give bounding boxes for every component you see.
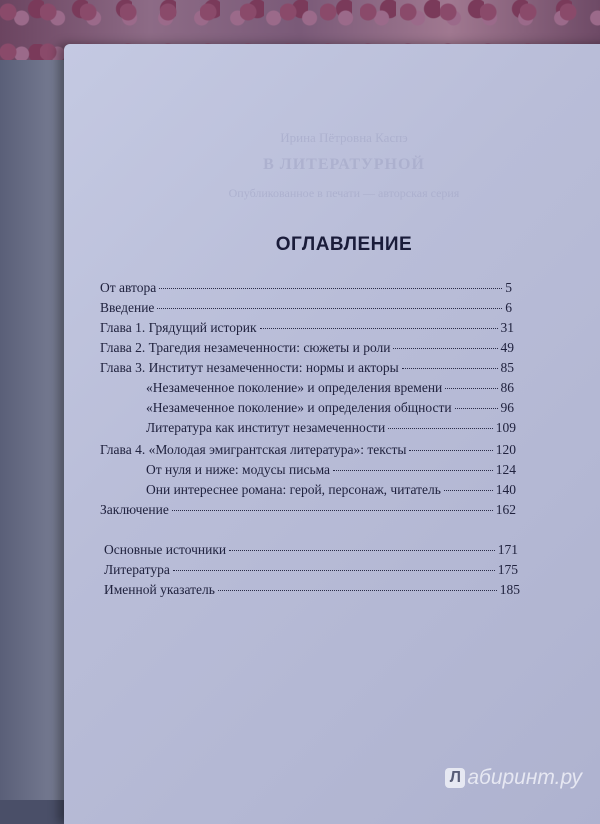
toc-leader-dots: [218, 578, 497, 591]
toc-entry-title: «Незамеченное поколение» и определения общности: [146, 400, 452, 415]
toc-page-number: 85: [500, 360, 514, 375]
toc-entry: [100, 279, 512, 297]
toc-entry-title: Заключение: [100, 502, 169, 517]
toc-page-number: 6: [505, 300, 512, 315]
toc-entry-title: Введение: [100, 300, 155, 315]
toc-leader-dots: [173, 558, 495, 571]
toc-leader-dots: [445, 376, 497, 389]
toc-page-number: 96: [500, 400, 514, 415]
toc-page-number: 49: [500, 340, 514, 355]
toc-leader-dots: [393, 336, 497, 349]
toc-entry-title: Литература как институт незамеченности: [146, 420, 386, 435]
toc-entry-title: Глава 3. Институт незамеченности: нормы и акторы: [100, 360, 399, 375]
toc-entry: [100, 299, 512, 317]
toc-entry-title: Глава 4. «Молодая эмигрантская литература»: тексты: [100, 442, 407, 457]
toc-page-number: 185: [499, 582, 520, 597]
toc-entry-title: Литература: [104, 562, 170, 577]
toc-entry: [100, 359, 514, 377]
toc-entry: [146, 399, 514, 417]
toc-leader-dots: [333, 458, 493, 471]
labirint-watermark: [445, 766, 582, 790]
toc-leader-dots: [159, 276, 502, 289]
toc-leader-dots: [409, 438, 492, 451]
toc-leader-dots: [157, 296, 502, 309]
bleed-through-title: В ЛИТЕРАТУРНОЙ: [263, 156, 425, 173]
toc-leader-dots: [455, 396, 498, 409]
toc-entry-title: Глава 2. Трагедия незамеченности: сюжеты и роли: [100, 340, 391, 355]
toc-entry: [146, 461, 516, 479]
toc-page-number: 5: [505, 280, 512, 295]
toc-leader-dots: [444, 478, 493, 491]
toc-entry-title: От автора: [100, 280, 157, 295]
toc-page-number: 171: [497, 542, 518, 557]
toc-leader-dots: [172, 498, 493, 511]
toc-page-number: 31: [500, 320, 514, 335]
toc-entry-title: «Незамеченное поколение» и определения времени: [146, 380, 443, 395]
toc-entry: [100, 339, 514, 357]
toc-entry: [100, 319, 514, 337]
toc-leader-dots: [229, 538, 495, 551]
toc-page-number: 109: [495, 420, 516, 435]
toc-entry-title: От нуля и ниже: модусы письма: [146, 462, 331, 477]
toc-entry: [100, 501, 516, 519]
toc-page-number: 86: [500, 380, 514, 395]
toc-entry-title: Именной указатель: [104, 582, 215, 597]
toc-page-number: 124: [495, 462, 516, 477]
watermark-text: абиринт.ру: [467, 766, 582, 789]
toc-page-number: 140: [495, 482, 516, 497]
toc-page-number: 175: [497, 562, 518, 577]
toc-entry: [104, 581, 520, 599]
labirint-logo-icon: Л: [445, 768, 465, 788]
toc-entry: [146, 379, 514, 397]
toc-entry: [104, 561, 518, 579]
toc-entry: [100, 441, 516, 459]
toc-heading: ОГЛАВЛЕНИЕ: [275, 234, 413, 255]
toc-leader-dots: [402, 356, 498, 369]
toc-page-number: 120: [495, 442, 516, 457]
toc-entry-title: Они интереснее романа: герой, персонаж, читатель: [146, 482, 441, 497]
toc-entry-title: Основные источники: [104, 542, 227, 557]
toc-page-number: 162: [495, 502, 516, 517]
bleed-through-author: Ирина Пётровна Каспэ: [280, 130, 408, 145]
toc-entry: [104, 541, 518, 559]
toc-entry: [146, 481, 516, 499]
toc-leader-dots: [260, 316, 498, 329]
toc-entry: [146, 419, 516, 437]
bleed-through-subtitle: Опубликованное в печати — авторская серия: [228, 186, 460, 200]
toc-entry-title: Глава 1. Грядущий историк: [100, 320, 257, 335]
toc-leader-dots: [388, 416, 493, 429]
